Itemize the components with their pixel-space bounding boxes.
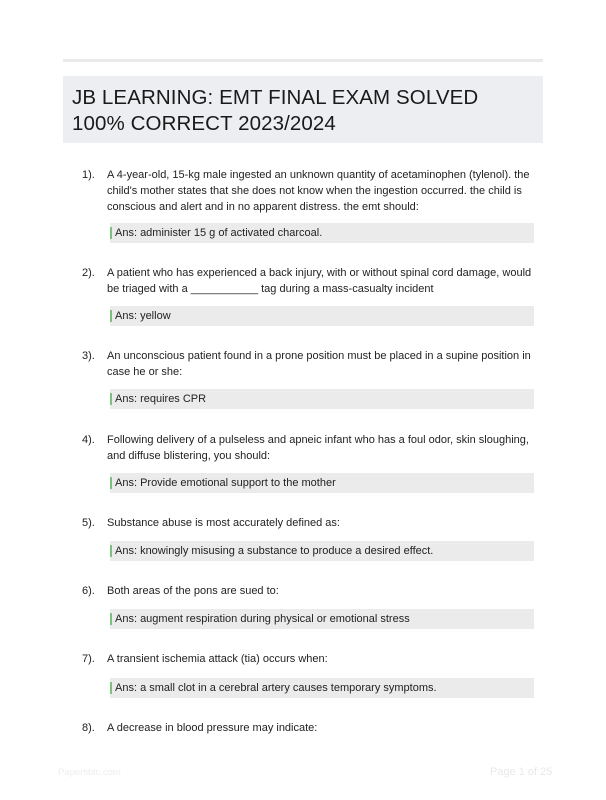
question-number: 2).	[82, 267, 95, 279]
answer-marker	[110, 310, 112, 322]
answer-marker	[110, 682, 112, 694]
answer-box	[110, 389, 534, 409]
answer-box	[110, 473, 534, 493]
answer-text: Ans: a small clot in a cerebral artery causes temporary symptoms.	[115, 682, 437, 694]
question-number: 8).	[82, 722, 95, 734]
question-number: 3).	[82, 350, 95, 362]
question-text: A decrease in blood pressure may indicate:	[107, 722, 318, 734]
footer-watermark: Papertiblc.com	[58, 767, 121, 778]
question-number: 6).	[82, 585, 95, 597]
question-text: Both areas of the pons are sued to:	[107, 585, 279, 597]
answer-text: Ans: yellow	[115, 310, 171, 322]
answer-marker	[110, 545, 112, 557]
question-text: An unconscious patient found in a prone position must be placed in a supine position in case he or she:	[107, 350, 531, 378]
answer-text: Ans: administer 15 g of activated charcoal.	[115, 227, 323, 239]
question-text: A 4-year-old, 15-kg male ingested an unknown quantity of acetaminophen (tylenol). the child's mother states that she does not know when the ingestion occurred. the child is conscious and alert and in no apparent distress. the emt should:	[107, 169, 530, 213]
answer-marker	[110, 613, 112, 625]
question-text: Following delivery of a pulseless and apneic infant who has a foul odor, skin sloughing, and diffuse blistering, you should:	[107, 434, 529, 462]
answer-marker	[110, 393, 112, 405]
answer-text: Ans: knowingly misusing a substance to produce a desired effect.	[115, 545, 434, 557]
answer-marker	[110, 477, 112, 489]
page-indicator: Page 1 of 25	[490, 766, 553, 778]
answer-box	[110, 541, 534, 561]
question-text: A patient who has experienced a back injury, with or without spinal cord damage, would be triaged with a ___________ tag during a mass-casualty incident	[107, 267, 532, 295]
title-banner	[63, 76, 543, 143]
question-text: Substance abuse is most accurately defined as:	[107, 517, 340, 529]
answer-text: Ans: requires CPR	[115, 393, 207, 405]
top-divider	[63, 59, 543, 62]
question-number: 1).	[82, 169, 95, 181]
answer-marker	[110, 227, 112, 239]
answer-box	[110, 223, 534, 243]
answer-box	[110, 306, 534, 326]
answer-box	[110, 609, 534, 629]
answer-text: Ans: Provide emotional support to the mother	[115, 477, 336, 489]
question-number: 4).	[82, 434, 95, 446]
question-number: 5).	[82, 517, 95, 529]
question-number: 7).	[82, 653, 95, 665]
document-title: JB LEARNING: EMT FINAL EXAM SOLVED 100% CORRECT 2023/2024	[72, 86, 479, 135]
question-text: A transient ischemia attack (tia) occurs when:	[107, 653, 328, 665]
answer-text: Ans: augment respiration during physical or emotional stress	[115, 613, 410, 625]
answer-box	[110, 678, 534, 698]
